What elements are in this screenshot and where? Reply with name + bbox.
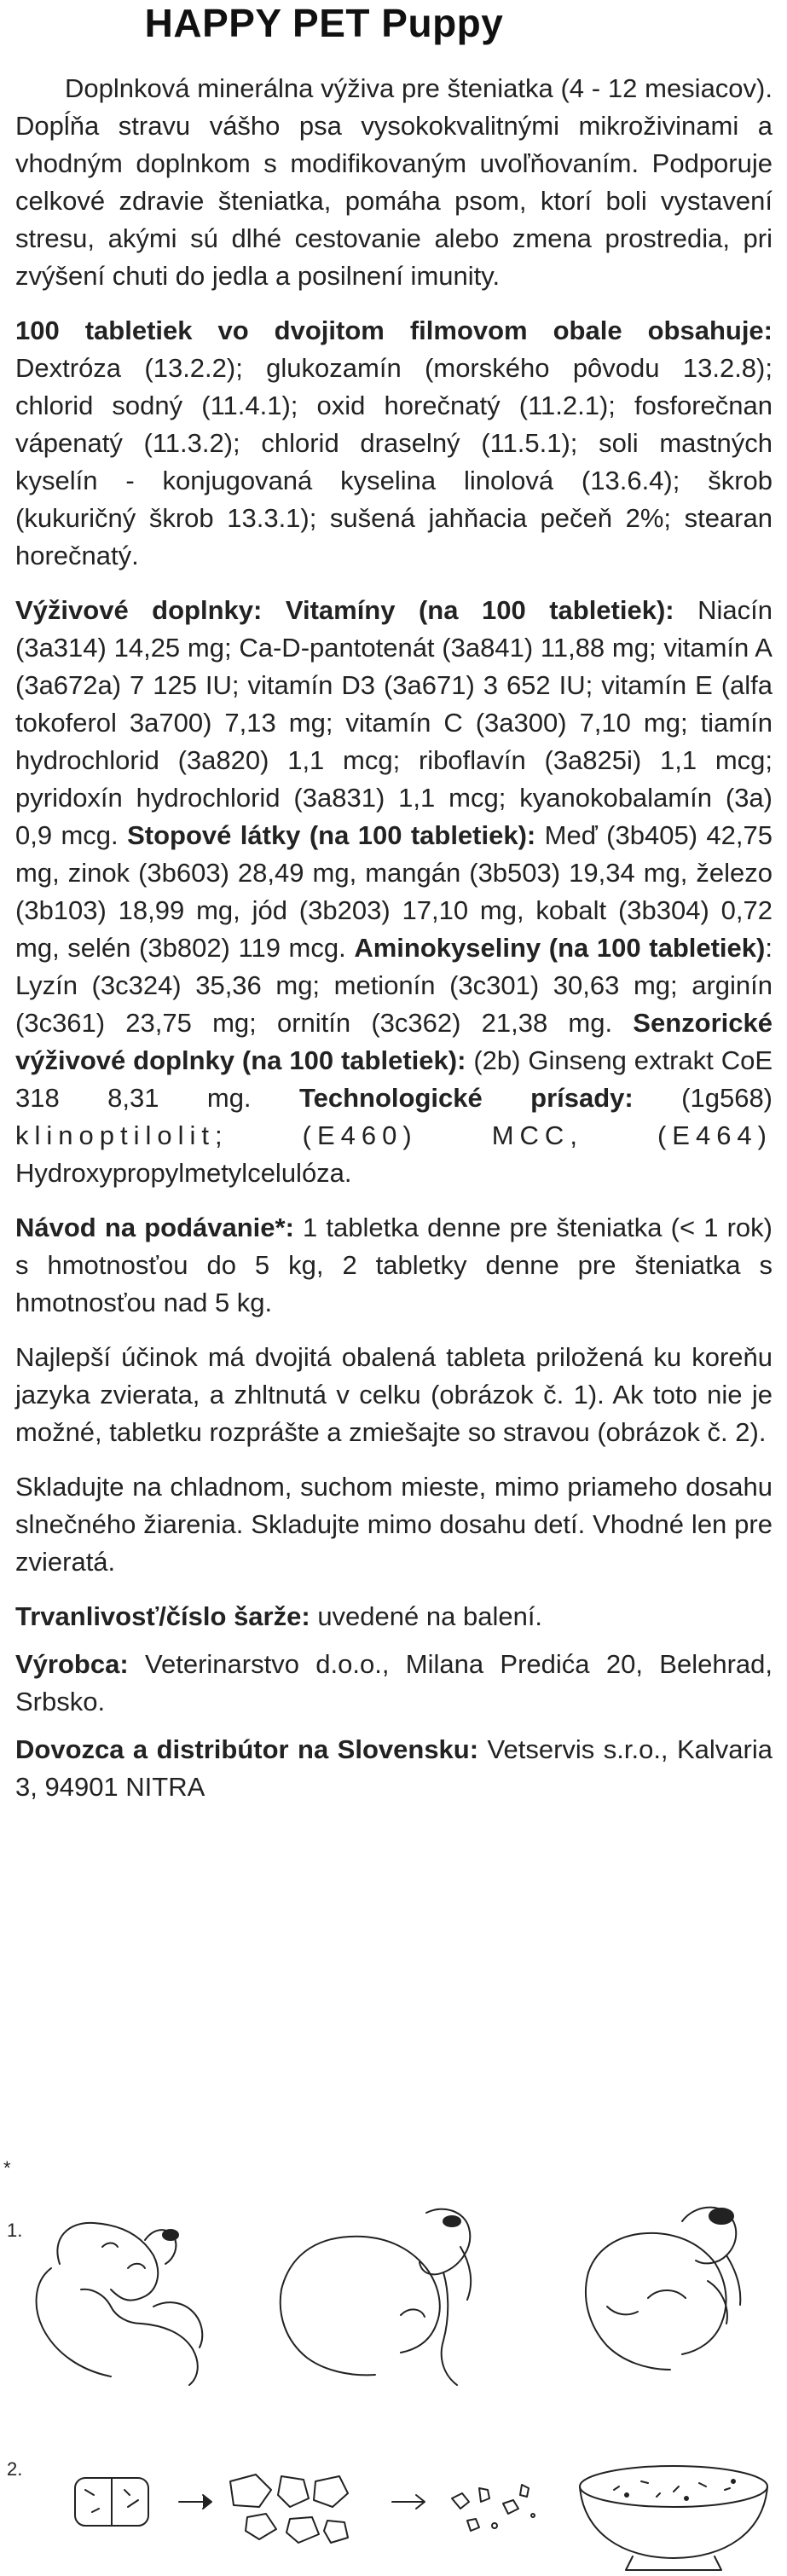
importer-heading: Dovozca a distribútor na Slovensku: — [15, 1734, 479, 1764]
shelf-life-text: uvedené na balení. — [317, 1601, 543, 1631]
manufacturer-text: Veterinarstvo d.o.o., Milana Predića 20, Belehrad, Srbsko. — [15, 1649, 773, 1716]
sensory-heading: Senzorické výživové doplnky (na 100 tabletiek): — [15, 1008, 773, 1075]
tech-text: (1g568) — [681, 1083, 773, 1113]
composition-text: Dextróza (13.2.2); glukozamín (morského pôvodu 13.2.8); chlorid sodný (11.4.1); oxid horečnatý (11.2.1); fosforečnan vápenatý (11.3.2); chlorid draselný (11.5.1); soli mastných kyselín - konjugovaná kyselina linolová (13.6.4); škrob (kukuričný škrob 13.3.1); sušená jahňacia pečeň 2%; stearan horečnatý. — [15, 353, 773, 570]
manufacturer-heading: Výrobca: — [15, 1649, 129, 1679]
dosage-text: 1 tabletka denne pre šteniatka (< 1 rok) s hmotnosťou do 5 kg, 2 tabletky denne pre šteniatka s hmotnosťou nad 5 kg. — [15, 1213, 773, 1317]
additives-paragraph — [15, 592, 773, 1192]
hand-tablet-illustration — [281, 2209, 471, 2385]
powder-pieces-icon — [452, 2485, 535, 2531]
footnote-mark: * — [3, 2157, 11, 2179]
tech-tail-text: Hydroxypropylmetylcelulóza. — [15, 1158, 352, 1188]
sensory-text: (2b) Ginseng extrakt CoE 318 8,31 mg. — [15, 1045, 773, 1113]
importer-paragraph — [15, 1731, 773, 1806]
amino-heading: Aminokyseliny (na 100 tabletiek) — [354, 933, 766, 963]
figure-1-label: 1. — [7, 2220, 23, 2241]
vitamins-text: Niacín (3a314) 14,25 mg; Ca-D-pantotenát (3a841) 11,88 mg; vitamín A (3a672a) 7 125 IU; vitamín D3 (3a671) 3 652 IU; vitamín E (alfa tokoferol 3a700) 7,13 mg; vitamín C (3a300) 7,10 mg; tiamín hydrochlorid (3a820) 1,1 mcg; riboflavín (3a825i) 1,1 mcg; pyridoxín hydrochlorid (3a831) 1,1 mcg; kyanokobalamín (3a) 0,9 mcg. — [15, 595, 773, 850]
trace-text: Meď (3b405) 42,75 mg, zinok (3b603) 28,49 mg, mangán (3b503) 19,34 mg, železo (3b103) 18,99 mg, jód (3b203) 17,10 mg, kobalt (3b304) 0,72 mg, selén (3b802) 119 mcg. — [15, 820, 773, 963]
product-title: HAPPY PET Puppy — [144, 1, 504, 45]
figure-2-illustration — [0, 2447, 787, 2575]
food-bowl-icon — [580, 2466, 767, 2570]
shelf-life-heading: Trvanlivosť/číslo šarže: — [15, 1601, 310, 1631]
manufacturer-paragraph — [15, 1646, 773, 1721]
trace-heading: Stopové látky (na 100 tabletiek): — [127, 820, 536, 850]
shelf-life-paragraph — [15, 1598, 773, 1635]
broken-tablet-icon — [230, 2475, 348, 2543]
figure-1-illustration — [0, 2187, 787, 2392]
whole-tablet-icon — [75, 2478, 148, 2526]
composition-heading: 100 tabletiek vo dvojitom filmovom obale obsahuje: — [15, 315, 773, 345]
tech-heading: Technologické prísady: — [298, 1083, 634, 1113]
importer-text: Vetservis s.r.o., Kalvaria 3, 94901 NITRA — [15, 1734, 773, 1802]
label-text — [15, 70, 773, 1823]
arrow-icon — [179, 2495, 211, 2509]
vitamins-heading: Výživové doplnky: Vitamíny (na 100 tabletiek): — [15, 595, 674, 625]
figure-2-label: 2. — [7, 2458, 23, 2480]
intro-paragraph: Doplnková minerálna výživa pre šteniatka (4 - 12 mesiacov). Dopĺňa stravu vášho psa vysokokvalitnými mikroživinami a vhodným doplnkom s modifikovaným uvoľňovaním. Podporuje celkové zdravie šteniatka, pomáha psom, ktorí boli vystavení stresu, akými sú dlhé cestovanie alebo zmena prostredia, pri zvýšení chuti do jedla a posilnení imunity. — [15, 73, 773, 291]
dog-head-hand-illustration — [37, 2223, 203, 2385]
storage-paragraph: Skladujte na chladnom, suchom mieste, mimo priameho dosahu slnečného žiarenia. Skladujte mimo dosahu detí. Vhodné len pre zvieratá. — [15, 1472, 773, 1577]
dosage-heading: Návod na podávanie*: — [15, 1213, 294, 1242]
tech-spaced-text: klinoptilolit; (E460) MCC, (E464) — [15, 1120, 773, 1150]
amino-text: : Lyzín (3c324) 35,36 mg; metionín (3c301) 30,63 mg; arginín (3c361) 23,75 mg; ornitín (3c362) 21,38 mg. — [15, 933, 773, 1038]
effect-paragraph: Najlepší účinok má dvojitá obalená tableta priložená ku koreňu jazyka zvierata, a zhltnutá v celku (obrázok č. 1). Ak toto nie je možné, tabletku rozprášte a zmiešajte so stravou (obrázok č. 2). — [15, 1342, 773, 1447]
arrow-icon — [392, 2495, 425, 2509]
dog-swallow-illustration — [586, 2208, 740, 2370]
dosage-paragraph — [15, 1209, 773, 1322]
composition-paragraph — [15, 312, 773, 575]
